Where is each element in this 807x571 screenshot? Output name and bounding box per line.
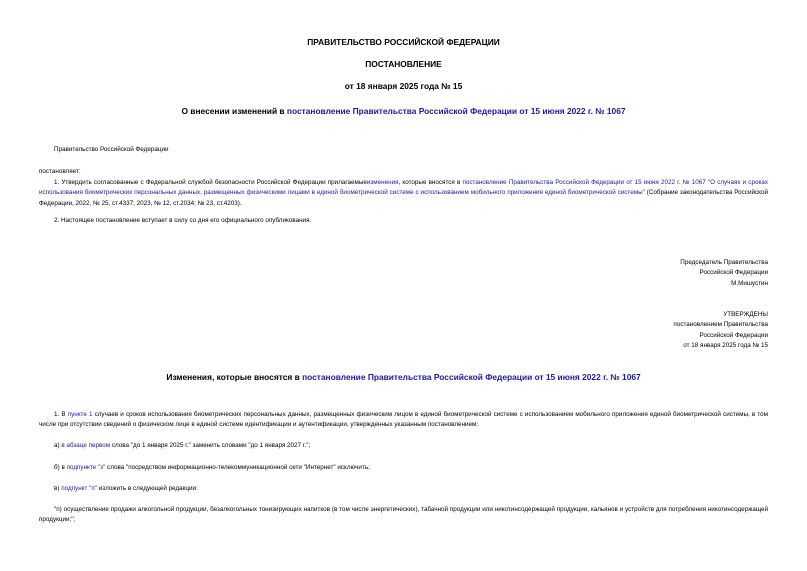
issuer-text: Правительство Российской Федерации xyxy=(54,146,169,153)
approved-line-3: Российской Федерации xyxy=(699,331,768,339)
subpoint-v-text-b: изложить в следующей редакции: xyxy=(97,485,198,492)
subpoint-b xyxy=(54,463,370,473)
document-title xyxy=(0,106,807,116)
date-number-heading: от 18 января 2025 года № 15 xyxy=(344,81,463,91)
item-1-text-b: , которые вносятся в xyxy=(398,179,463,186)
title-link[interactable]: постановление Правительства Российской Федерации от 15 июня 2022 г. № 1067 xyxy=(286,106,626,116)
point-1-text-b: случаев и сроков использования биометрических персональных данных, размещенных физическим лицом в единой биометрической системе с использованием мобильного приложения единой биометрической системы, в том числе при отсутствии сведений о физическом лице в единой системе идентификации и аутентификации, утвержденных указанным постановлением: xyxy=(39,411,769,429)
approved-line-1: УТВЕРЖДЕНЫ xyxy=(723,311,768,318)
title-prefix: О внесении изменений в xyxy=(181,106,287,116)
subpoint-b-text-a: б) в xyxy=(54,464,67,471)
point-1-text-a: 1. В xyxy=(54,411,68,418)
signature-title: Председатель Правительства xyxy=(680,259,768,266)
signature-block xyxy=(680,258,768,289)
resolution-1067-link[interactable]: постановление Правительства Российской Федерации от 15 июня 2022 г. № 1067 "О случаях и сроках использования биометрических персональных данных, размещенных физическими лицами в единой биометрической системе с использованием мобильного приложения единой биометрической системы" xyxy=(39,179,768,197)
approved-line-4: от 18 января 2025 года № 15 xyxy=(683,342,768,350)
signature-org: Российской Федерации xyxy=(699,269,768,277)
point-1-link[interactable]: пункте 1 xyxy=(67,411,93,418)
quoted-subpoint-p: "п) осуществление продажи алкогольной продукции, безалкогольных тонизирующих напитков (в том числе энергетических), табачной продукции или никотинсодержащей продукции, кальянов и устройств для потребления никотинсодержащей продукции;"; xyxy=(39,506,768,524)
subpoint-a-text-b: слова "до 1 января 2025 г." заменить словами "до 1 января 2027 г."; xyxy=(110,442,311,449)
item-1-text-a: 1. Утвердить согласованные с Федеральной службой безопасности Российской Федерации прилагаемые xyxy=(54,179,367,186)
resolves-text: постановляет: xyxy=(39,168,81,175)
changes-title-link[interactable]: постановление Правительства Российской Федерации от 15 июня 2022 г. № 1067 xyxy=(302,372,641,382)
subpoint-b-link[interactable]: подпункте "з" xyxy=(66,464,106,471)
item-2-paragraph: 2. Настоящее постановление вступает в силу со дня его официального опубликования. xyxy=(54,217,312,224)
subpoint-v-text-a: в) xyxy=(54,485,62,492)
changes-title-prefix: Изменения, которые вносятся в xyxy=(166,372,303,382)
subpoint-v xyxy=(54,484,198,494)
subpoint-v-link[interactable]: подпункт "п" xyxy=(61,485,98,492)
item-1-text-c: (Собрание законодательства Российской Федерации, 2022, № 25, ст.4337; 2023, № 12, ст.2034; № 23, ст.4203). xyxy=(39,189,768,207)
subpoint-a-link[interactable]: в абзаце первом xyxy=(61,442,111,449)
changes-point-1 xyxy=(39,410,768,431)
changes-title xyxy=(0,372,807,382)
subpoint-a xyxy=(54,441,310,451)
government-heading: ПРАВИТЕЛЬСТВО РОССИЙСКОЙ ФЕДЕРАЦИИ xyxy=(307,37,500,47)
item-1-paragraph xyxy=(39,178,768,209)
changes-link[interactable]: изменения xyxy=(366,179,399,186)
approved-line-2: постановлением Правительства xyxy=(673,321,768,329)
doc-type-heading: ПОСТАНОВЛЕНИЕ xyxy=(365,59,442,69)
signature-name: М.Мишустин xyxy=(731,279,768,287)
approved-block xyxy=(673,310,768,352)
subpoint-b-text-b: слова "посредством информационно-телекоммуникационной сети "Интернет" исключить; xyxy=(105,464,370,471)
subpoint-a-text-a: а) xyxy=(54,442,62,449)
